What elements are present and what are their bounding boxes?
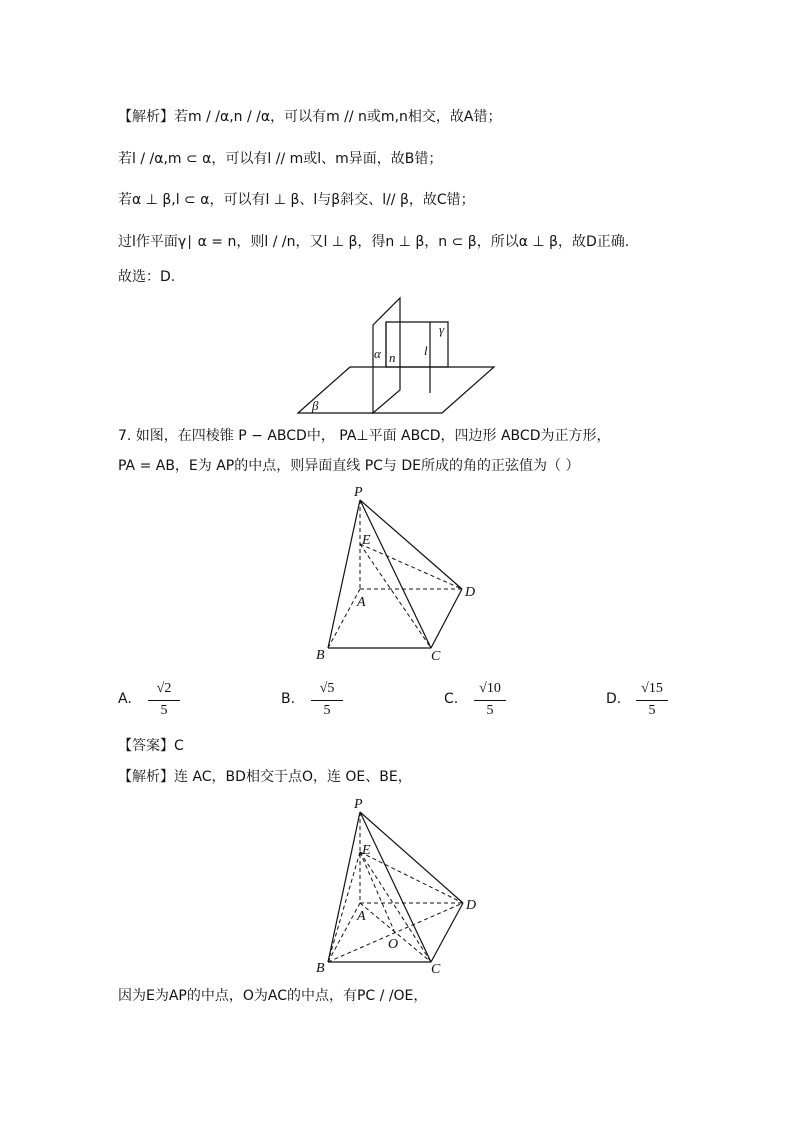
question-7-line-2: PA = AB，E为 AP的中点，则异面直线 PC与 DE所成的角的正弦值为（ ） bbox=[118, 458, 580, 474]
vertex-C: C bbox=[431, 649, 441, 664]
label-beta: β bbox=[312, 398, 319, 413]
solution-conclusion: 故选：D. bbox=[118, 269, 176, 285]
plane-beta bbox=[298, 367, 494, 413]
option-c-letter: C. bbox=[444, 691, 459, 707]
vertex-O: O bbox=[388, 937, 399, 952]
solution-intro: 【解析】连 AC，BD相交于点O，连 OE、BE， bbox=[118, 769, 412, 785]
vertex-A: A bbox=[357, 909, 366, 924]
label-l: l bbox=[424, 343, 428, 358]
solution-line-5: 因为E为AP的中点，O为AC的中点，有PC / /OE， bbox=[118, 988, 428, 1004]
pyramid-figure bbox=[300, 478, 500, 668]
option-b-numerator: √5 bbox=[319, 681, 335, 696]
vertex-E: E bbox=[362, 533, 371, 548]
option-a-letter: A. bbox=[118, 691, 132, 707]
option-d-denominator: 5 bbox=[648, 703, 656, 718]
vertex-D: D bbox=[465, 585, 476, 600]
option-b-denominator: 5 bbox=[323, 703, 331, 718]
solution-line-2: 若l / /α,m ⊂ α，可以有l // m或l、m异面，故B错； bbox=[118, 151, 443, 167]
label-alpha: α bbox=[374, 346, 381, 361]
option-a-numerator: √2 bbox=[156, 681, 172, 696]
vertex-A: A bbox=[357, 595, 366, 610]
solution-line-1: 【解析】若m / /α,n / /α，可以有m // n或m,n相交，故A错； bbox=[118, 109, 502, 125]
vertex-D: D bbox=[466, 898, 477, 913]
vertex-B: B bbox=[316, 961, 325, 976]
vertex-B: B bbox=[316, 648, 325, 663]
label-n: n bbox=[389, 350, 396, 365]
option-c-denominator: 5 bbox=[486, 703, 494, 718]
option-d-letter: D. bbox=[606, 691, 622, 707]
option-c-numerator: √10 bbox=[479, 681, 501, 696]
answer-line: 【答案】C bbox=[118, 738, 184, 754]
label-gamma: γ bbox=[439, 322, 445, 337]
vertex-E: E bbox=[362, 843, 371, 858]
vertex-P: P bbox=[354, 797, 363, 812]
solution-line-3: 若α ⊥ β,l ⊂ α，可以有l ⊥ β、l与β斜交、l// β，故C错； bbox=[118, 192, 475, 208]
option-a-denominator: 5 bbox=[160, 703, 168, 718]
option-b-letter: B. bbox=[281, 691, 296, 707]
vertex-C: C bbox=[431, 962, 441, 977]
solution-line-4: 过l作平面γ∣ α = n，则l / /n，又l ⊥ β，得n ⊥ β，n ⊂ β，所以α ⊥ β，故D正确. bbox=[118, 234, 630, 250]
planes-figure bbox=[290, 294, 510, 418]
vertex-P: P bbox=[354, 485, 363, 500]
pyramid-solution-figure bbox=[300, 792, 500, 982]
option-d-numerator: √15 bbox=[641, 681, 663, 696]
question-7-line-1: 7. 如图，在四棱锥 P − ABCD中， PA⊥平面 ABCD，四边形 ABCD为正方形， bbox=[118, 428, 611, 444]
